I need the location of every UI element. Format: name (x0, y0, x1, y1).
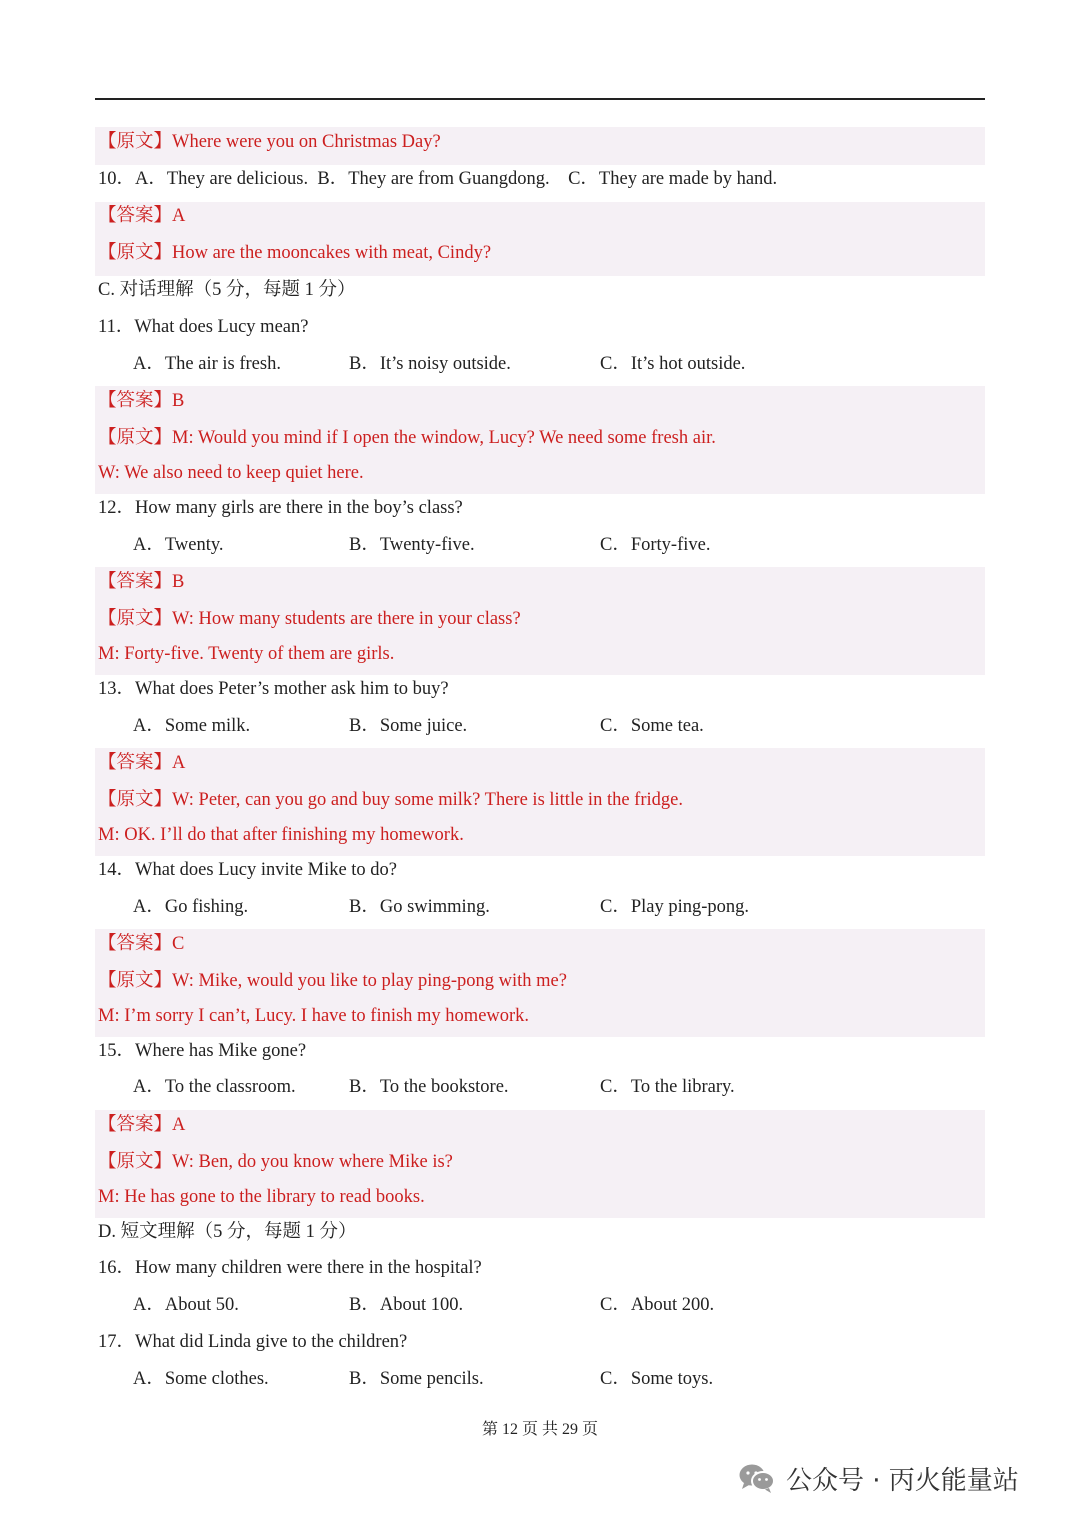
option-b: B．About 100. (349, 1295, 464, 1315)
question-stem: 10．A．They are delicious. B．They are from Guangdong. C．They are made by hand. (98, 169, 778, 189)
page-footer: 第 12 页 共 29 页 (481, 1421, 598, 1438)
option-a: A．Twenty. (133, 535, 224, 555)
option-c: C．Play ping-pong. (600, 897, 750, 917)
option-b: B．Some pencils. (349, 1369, 484, 1389)
option-a: A．The air is fresh. (133, 354, 281, 374)
question-stem: 12．How many girls are there in the boy’s class? (98, 498, 463, 518)
option-c: C．Forty-five. (600, 535, 711, 555)
option-a: A．Some clothes. (133, 1369, 269, 1389)
option-b: B．Some juice. (349, 716, 468, 736)
source-text: 【原文】W: Peter, can you go and buy some milk? There is little in the fridge. (98, 790, 683, 810)
source-text: 【原文】Where were you on Christmas Day? (98, 132, 441, 152)
answer-text: 【答案】A (98, 753, 186, 773)
option-c: C．To the library. (600, 1077, 735, 1097)
source-text: 【原文】W: Ben, do you know where Mike is? (98, 1152, 453, 1172)
option-a: A．To the classroom. (133, 1077, 296, 1097)
answer-text: 【答案】B (98, 572, 185, 592)
source-text: 【原文】W: Mike, would you like to play ping-pong with me? (98, 971, 567, 991)
wechat-icon (738, 1462, 776, 1494)
source-text: 【原文】M: Would you mind if I open the window, Lucy? We need some fresh air. (98, 428, 716, 448)
source-text: 【原文】How are the mooncakes with meat, Cindy? (98, 243, 492, 263)
source-text: 【原文】W: How many students are there in your class? (98, 609, 521, 629)
option-b: B．It’s noisy outside. (349, 354, 511, 374)
question-stem: 15．Where has Mike gone? (98, 1041, 307, 1061)
question-stem: 11．What does Lucy mean? (98, 317, 309, 337)
question-stem: 16．How many children were there in the hospital? (98, 1258, 482, 1278)
source-text: M: OK. I’ll do that after finishing my homework. (98, 825, 464, 845)
question-stem: 17．What did Linda give to the children? (98, 1332, 408, 1352)
question-stem: 14．What does Lucy invite Mike to do? (98, 860, 398, 880)
source-text: M: He has gone to the library to read books. (98, 1187, 425, 1207)
answer-text: 【答案】A (98, 206, 186, 226)
answer-text: 【答案】C (98, 934, 185, 954)
option-b: B．To the bookstore. (349, 1077, 509, 1097)
source-text: M: I’m sorry I can’t, Lucy. I have to finish my homework. (98, 1006, 530, 1026)
watermark (738, 1458, 1019, 1498)
answer-text: 【答案】A (98, 1115, 186, 1135)
option-c: C．Some tea. (600, 716, 704, 736)
section-heading: C. 对话理解（5 分，每题 1 分） (98, 280, 356, 300)
option-c: C．It’s hot outside. (600, 354, 746, 374)
question-stem: 13．What does Peter’s mother ask him to buy? (98, 679, 449, 699)
source-text: M: Forty-five. Twenty of them are girls. (98, 644, 395, 664)
option-c: C．Some toys. (600, 1369, 714, 1389)
answer-text: 【答案】B (98, 391, 185, 411)
option-b: B．Go swimming. (349, 897, 490, 917)
watermark-text: 公众号 · 丙火能量站 (786, 1465, 1019, 1496)
option-a: A．About 50. (133, 1295, 239, 1315)
option-a: A．Some milk. (133, 716, 251, 736)
source-text: W: We also need to keep quiet here. (98, 463, 364, 483)
option-b: B．Twenty-five. (349, 535, 475, 555)
header-rule (95, 98, 985, 100)
option-a: A．Go fishing. (133, 897, 249, 917)
section-heading: D. 短文理解（5 分，每题 1 分） (98, 1222, 357, 1242)
option-c: C．About 200. (600, 1295, 715, 1315)
